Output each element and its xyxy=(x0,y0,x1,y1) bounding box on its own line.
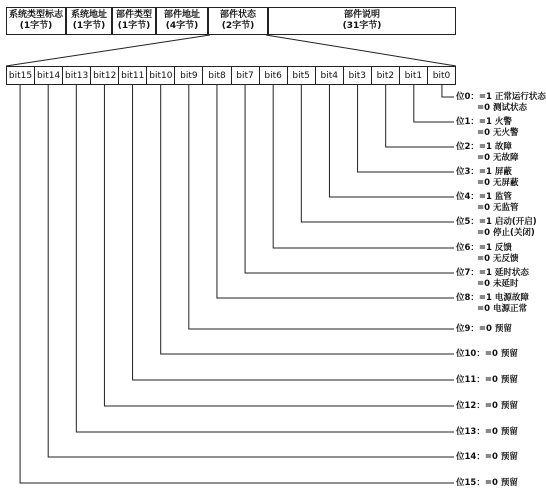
bit-cell: bit9 xyxy=(174,67,202,84)
bit-position: 位2： xyxy=(456,142,479,152)
bit-value-0: =0 无反馈 xyxy=(477,254,519,264)
bit-cell: bit10 xyxy=(146,67,174,84)
header-title: 系统地址 xyxy=(70,10,107,20)
bit-cell: bit12 xyxy=(90,67,118,84)
bit-cell: bit1 xyxy=(399,67,427,84)
bit-definition-label xyxy=(456,324,512,335)
header-size: (2字节) xyxy=(221,21,255,31)
bit-position: 位15： xyxy=(456,478,485,488)
bit-position: 位5： xyxy=(456,217,479,227)
header-size: (1字节) xyxy=(72,21,106,31)
bit-definition-label xyxy=(456,243,519,265)
leader-line xyxy=(133,85,454,380)
bit-cell: bit7 xyxy=(231,67,259,84)
bit-definition-label xyxy=(456,268,529,290)
bit-cell: bit4 xyxy=(315,67,343,84)
bit-value-1: =0 预留 xyxy=(484,375,518,385)
header-title: 部件说明 xyxy=(343,10,380,20)
leader-line xyxy=(442,85,454,97)
bit-value-1: =0 预留 xyxy=(484,349,518,359)
bit-value-1: =1 屏蔽 xyxy=(478,167,512,177)
bit-value-0: =0 无故障 xyxy=(477,153,519,163)
header-size: (1字节) xyxy=(117,21,151,31)
bit-position: 位13： xyxy=(456,427,485,437)
bit-position: 位11： xyxy=(456,375,485,385)
bit-position: 位14： xyxy=(456,452,485,462)
bit-definition-label xyxy=(456,375,518,386)
bit-value-1: =1 正常运行状态 xyxy=(478,92,546,102)
bit-definition-label xyxy=(456,478,518,489)
leader-line xyxy=(414,85,454,122)
bit-row xyxy=(6,66,456,85)
bit-position: 位6： xyxy=(456,243,479,253)
header-title: 部件类型 xyxy=(115,10,152,20)
bit-value-1: =1 电源故障 xyxy=(478,293,529,303)
bit-definition-label xyxy=(456,401,518,412)
bit-position: 位0： xyxy=(456,92,479,102)
bit-definition-label xyxy=(456,427,518,438)
bit-value-0: =0 无监管 xyxy=(477,203,519,213)
bit-position: 位12： xyxy=(456,401,485,411)
bit-position: 位7： xyxy=(456,268,479,278)
leader-line xyxy=(48,85,454,457)
bit-cell: bit2 xyxy=(371,67,399,84)
leader-line xyxy=(104,85,454,406)
bit-definition-label xyxy=(456,92,546,114)
leader-line xyxy=(358,85,454,172)
header-title: 系统类型标志 xyxy=(8,10,63,20)
bit-value-0: =0 测试状态 xyxy=(477,103,527,113)
leader-line xyxy=(329,85,454,197)
leader-line xyxy=(245,85,454,273)
header-size: (1字节) xyxy=(19,21,53,31)
bit-definition-label xyxy=(456,192,519,214)
bit-value-0: =0 无屏蔽 xyxy=(477,178,519,188)
bit-definition-label xyxy=(456,142,519,164)
header-title: 部件地址 xyxy=(163,10,200,20)
bit-value-1: =1 反馈 xyxy=(478,243,512,253)
bit-value-0: =0 停止(关闭) xyxy=(477,228,535,238)
leader-line xyxy=(161,85,454,354)
bit-position: 位8： xyxy=(456,293,479,303)
bit-definition-label xyxy=(456,452,518,463)
leader-line xyxy=(301,85,454,222)
bit-definition-label xyxy=(456,167,519,189)
leader-line xyxy=(20,85,454,483)
expand-line-left xyxy=(6,35,210,66)
header-size: (4字节) xyxy=(165,21,199,31)
bit-position: 位9： xyxy=(456,324,479,334)
bit-value-1: =0 预留 xyxy=(484,452,518,462)
bit-position: 位4： xyxy=(456,192,479,202)
header-size: (31字节) xyxy=(342,21,382,31)
bit-cell: bit6 xyxy=(259,67,287,84)
bit-position: 位3： xyxy=(456,167,479,177)
bit-cell: bit15 xyxy=(8,70,33,81)
bit-value-1: =0 预留 xyxy=(478,324,512,334)
bit-definition-label xyxy=(456,293,529,315)
bit-cell: bit13 xyxy=(62,67,90,84)
bit-value-1: =1 火警 xyxy=(478,117,512,127)
bit-position: 位1： xyxy=(456,117,479,127)
bit-value-0: =0 电源正常 xyxy=(477,304,527,314)
leader-line xyxy=(273,85,454,248)
bit-cell: bit0 xyxy=(427,67,455,84)
bit-value-1: =1 故障 xyxy=(478,142,512,152)
bit-cell: bit14 xyxy=(34,67,62,84)
bit-value-1: =1 监管 xyxy=(478,192,512,202)
bit-value-0: =0 未延时 xyxy=(477,279,519,289)
header-title: 部件状态 xyxy=(219,10,256,20)
bit-definition-label xyxy=(456,349,518,360)
bit-cell: bit5 xyxy=(287,67,315,84)
bit-definition-label xyxy=(456,117,519,139)
bit-value-1: =1 启动(开启) xyxy=(478,217,537,227)
bit-definition-label xyxy=(456,217,537,239)
bit-cell: bit8 xyxy=(202,67,230,84)
bit-position: 位10： xyxy=(456,349,485,359)
bit-cell: bit3 xyxy=(343,67,371,84)
bit-value-0: =0 无火警 xyxy=(477,128,519,138)
expand-line-right xyxy=(266,35,456,66)
bit-cell: bit11 xyxy=(118,67,146,84)
leader-line xyxy=(217,85,454,298)
bit-value-1: =0 预留 xyxy=(484,401,518,411)
leader-line xyxy=(386,85,454,147)
bit-value-1: =1 延时状态 xyxy=(478,268,529,278)
bit-value-1: =0 预留 xyxy=(484,478,518,488)
bit-value-1: =0 预留 xyxy=(484,427,518,437)
